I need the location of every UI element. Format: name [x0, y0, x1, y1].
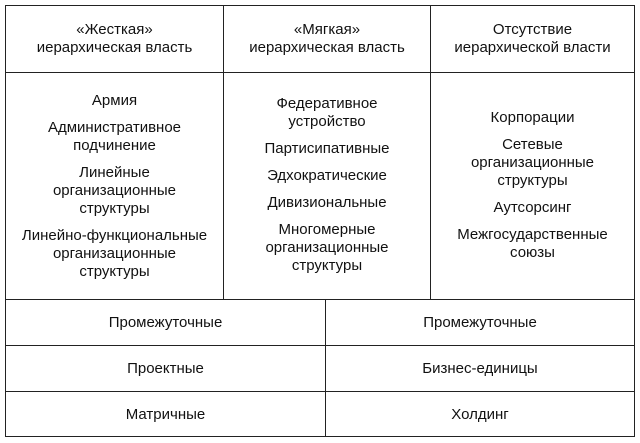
bottom-cell-left: Промежуточные: [6, 300, 326, 345]
list-item: Сетевые организационные структуры: [470, 136, 595, 189]
list-item: Межгосударственные союзы: [457, 226, 608, 261]
table-row: [6, 300, 634, 346]
column-soft-hierarchy: [224, 73, 431, 299]
list-item: Федеративное устройство: [276, 95, 378, 130]
list-item: Корпорации: [490, 109, 575, 126]
column-hard-hierarchy: [6, 73, 224, 299]
list-item: Эдхократические: [267, 167, 387, 184]
list-item: Линейные организационные структуры: [52, 164, 177, 217]
column-no-hierarchy: [431, 73, 634, 299]
list-item: Дивизиональные: [267, 194, 387, 211]
table-row: [6, 392, 634, 437]
bottom-cell-right: Бизнес-единицы: [422, 360, 538, 377]
list-item: Партисипативные: [264, 140, 390, 157]
list-item: Многомерные организационные структуры: [265, 221, 389, 274]
table-header: [6, 6, 634, 73]
hierarchy-table: [5, 5, 635, 437]
table-bottom-section: [6, 300, 634, 437]
list-item: Аутсорсинг: [493, 199, 572, 216]
bottom-cell-right: Промежуточные: [423, 314, 537, 331]
list-item: Линейно-функциональные организационные структуры: [21, 227, 208, 280]
bottom-cell-left: Проектные: [6, 346, 326, 391]
table-row: [6, 346, 634, 392]
bottom-cell-right: Холдинг: [451, 406, 509, 423]
bottom-cell-left: Матричные: [6, 392, 326, 437]
header-soft-hierarchy: «Мягкая» иерархическая власть: [224, 6, 431, 72]
header-no-hierarchy: Отсутствие иерархической власти: [454, 21, 611, 56]
list-item: Армия: [91, 92, 138, 109]
list-item: Административное подчинение: [47, 119, 182, 154]
header-hard-hierarchy: «Жесткая» иерархическая власть: [6, 6, 224, 72]
table-body: [6, 73, 634, 300]
